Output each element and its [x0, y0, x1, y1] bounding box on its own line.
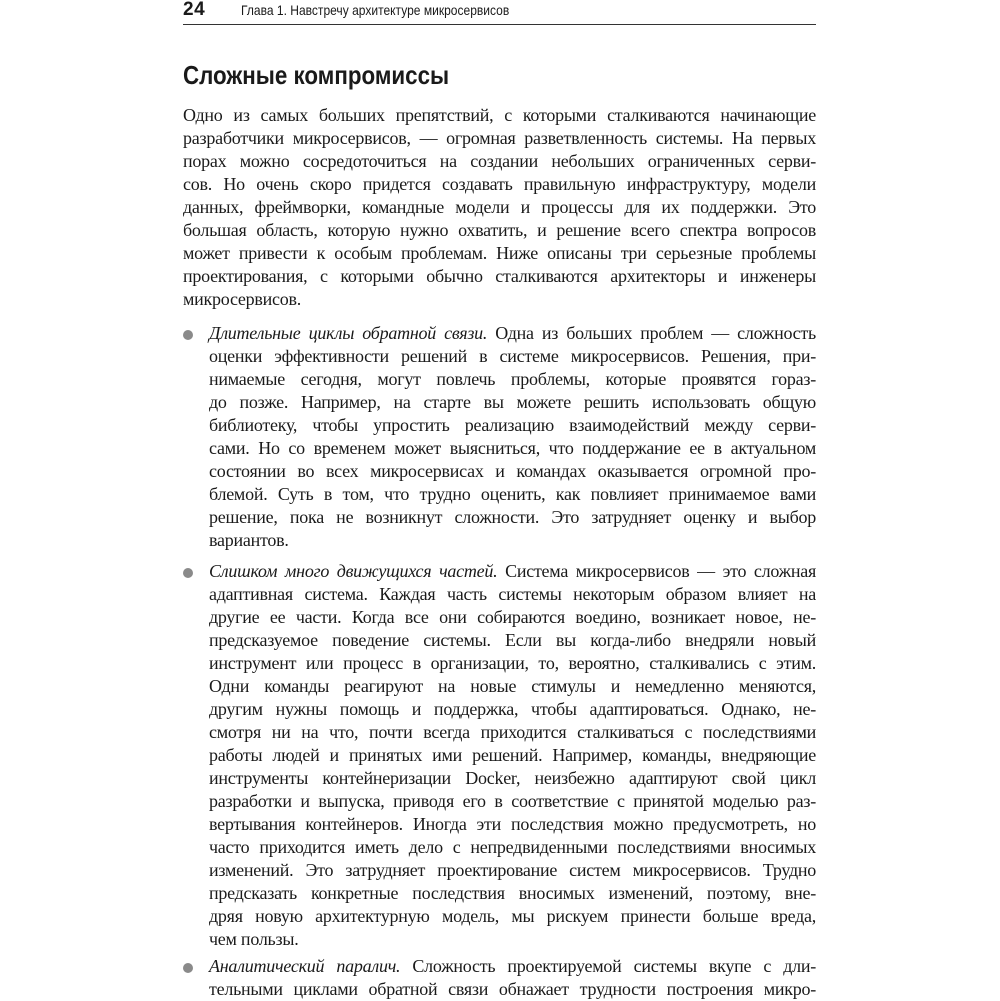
- bullet-line: решение, пока не возникнут сложности. Это затрудняет оценку и выбор: [209, 507, 816, 527]
- paragraph-line: может привести к особым проблемам. Ниже описаны три серьезные проблемы: [183, 243, 816, 263]
- bullet-item-analysis-paralysis: [209, 955, 816, 1001]
- bullet-line: библиотеку, чтобы упростить реализацию взаимодействий между серви-: [209, 415, 816, 435]
- bullet-line: инструмент или процесс в организации, то, вероятно, сталкивались с этим.: [209, 653, 816, 673]
- bullet-line: разработки и выпуска, приводя его в соответствие с принятой моделью раз-: [209, 791, 816, 811]
- bullet-term: Аналитический паралич.: [209, 956, 401, 976]
- bullet-term: Длительные циклы обратной связи.: [209, 323, 488, 343]
- bullet-line: нимаемые сегодня, могут повлечь проблемы, которые проявятся гораз-: [209, 369, 816, 389]
- bullet-line: Одни команды реагируют на новые стимулы и немедленно меняются,: [209, 676, 816, 696]
- intro-paragraph: [183, 104, 816, 311]
- bullet-item-moving-parts: [209, 560, 816, 951]
- paragraph-line: микросервисов.: [183, 289, 302, 309]
- running-head: Глава 1. Навстречу архитектуре микросервисов: [241, 2, 510, 18]
- page-header: [183, 0, 816, 25]
- bullet-line: вертывания контейнеров. Иногда эти последствия можно предусмотреть, но: [209, 814, 816, 834]
- bullet-line: сами. Но со временем может выясниться, что поддержание ее в актуальном: [209, 438, 816, 458]
- bullet-first-line: [209, 322, 816, 345]
- bullet-line: оценки эффективности решений в системе микросервисов. Решения, при-: [209, 346, 816, 366]
- bullet-line: инструменты контейнеризации Docker, неизбежно адаптируют свой цикл: [209, 768, 816, 788]
- bullet-line: тельными циклами обратной связи обнажает трудности построения микро-: [209, 979, 816, 999]
- bullet-line: чем пользы.: [209, 929, 299, 949]
- paragraph-line: сов. Но очень скоро придется создавать правильную инфраструктуру, модели: [183, 174, 816, 194]
- paragraph-line: большая область, которую нужно охватить, и решение всего спектра вопросов: [183, 220, 816, 240]
- bullet-line: работы людей и принятых ими решений. Например, команды, внедряющие: [209, 745, 816, 765]
- bullet-line: дряя новую архитектурную модель, мы рискуем принести больше вреда,: [209, 906, 816, 926]
- bullet-first-line: [209, 955, 816, 978]
- paragraph-line: данных, фреймворки, командные модели и процессы для их поддержки. Это: [183, 197, 816, 217]
- section-title: Сложные компромиссы: [183, 60, 450, 90]
- bullet-text: Одна из больших проблем — сложность: [487, 323, 816, 343]
- bullet-dot-icon: [183, 963, 193, 973]
- bullet-line: состоянии во всех микросервисах и командах оказывается огромной про-: [209, 461, 816, 481]
- bullet-line: предсказуемое поведение системы. Если вы когда-либо внедряли новый: [209, 630, 816, 650]
- bullet-line: адаптивная система. Каждая часть системы некоторым образом влияет на: [209, 584, 816, 604]
- paragraph-line: Одно из самых больших препятствий, с которыми сталкиваются начинающие: [183, 105, 816, 125]
- bullet-line: смотря ни на что, почти всегда приходится сталкиваться с последствиями: [209, 722, 816, 742]
- bullet-line: до позже. Например, на старте вы можете решить использовать общую: [209, 392, 816, 412]
- bullet-text: Сложность проектируемой системы вкупе с дли-: [400, 956, 816, 976]
- page-number: 24: [183, 0, 206, 20]
- bullet-text: Система микросервисов — это сложная: [497, 561, 816, 581]
- bullet-line: предсказать конкретные последствия вносимых изменений, поэтому, вне-: [209, 883, 816, 903]
- bullet-line: изменений. Это затрудняет проектирование систем микросервисов. Трудно: [209, 860, 816, 880]
- bullet-first-line: [209, 560, 816, 583]
- paragraph-line: проектирования, с которыми обычно сталкиваются архитекторы и инженеры: [183, 266, 816, 286]
- bullet-line: другие ее части. Когда все они собираются воедино, возникает новое, не-: [209, 607, 816, 627]
- bullet-dot-icon: [183, 568, 193, 578]
- bullet-term: Слишком много движущихся частей.: [209, 561, 498, 581]
- paragraph-line: разработчики микросервисов, — огромная разветвленность системы. На первых: [183, 128, 816, 148]
- bullet-line: часто приходится иметь дело с непредвиденными последствиями вносимых: [209, 837, 816, 857]
- bullet-line: вариантов.: [209, 530, 289, 550]
- bullet-dot-icon: [183, 330, 193, 340]
- bullet-line: блемой. Суть в том, что трудно оценить, как повлияет принимаемое вами: [209, 484, 816, 504]
- bullet-item-feedback-cycles: [209, 322, 816, 552]
- paragraph-line: порах можно сосредоточиться на создании небольших ограниченных серви-: [183, 151, 816, 171]
- bullet-line: другим нужны помощь и поддержка, чтобы адаптироваться. Однако, не-: [209, 699, 816, 719]
